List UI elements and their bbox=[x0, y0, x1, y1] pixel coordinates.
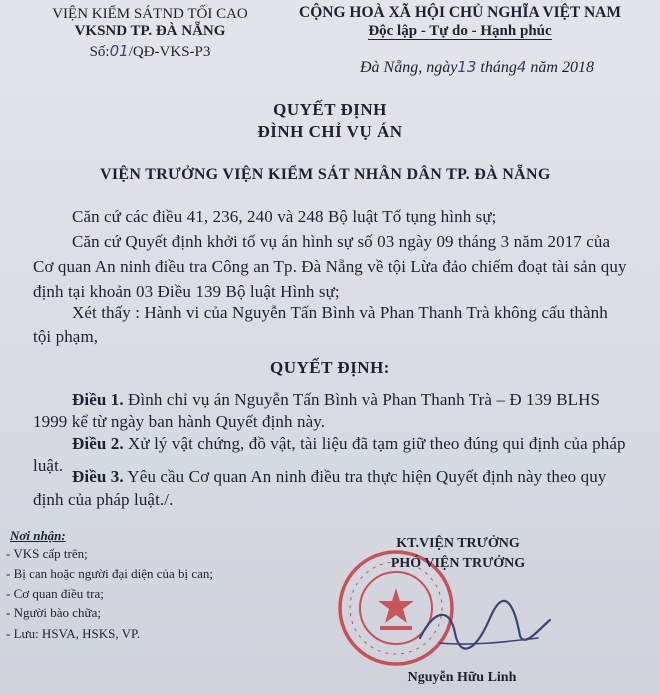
signature-line-1: KT.VIỆN TRƯỞNG bbox=[396, 536, 520, 551]
basis-line-5: Xét thấy : Hành vi của Nguyễn Tấn Bình và Phan Thanh Trà không cấu thành bbox=[72, 303, 608, 322]
title-line2: ĐÌNH CHỈ VỤ ÁN bbox=[257, 122, 403, 141]
recipient-2: - Bị can hoặc người đại diện của bị can; bbox=[6, 566, 214, 581]
article-3-text: Yêu cầu Cơ quan An ninh điều tra thực hiện Quyết định này theo quy bbox=[123, 467, 607, 486]
basis-line-4: định tại khoản 03 Điều 139 Bộ luật Hình sự; bbox=[33, 282, 340, 301]
article-3-label: Điều 3. bbox=[72, 467, 124, 486]
month-label: tháng bbox=[480, 59, 517, 76]
recipient-4: - Người bào chữa; bbox=[6, 605, 101, 620]
issuer: VIỆN TRƯỞNG VIỆN KIỂM SÁT NHÂN DÂN TP. ĐÀ NẴNG bbox=[100, 166, 551, 183]
month-handwritten: 4 bbox=[516, 58, 527, 76]
article-3-line-2: định của pháp luật./. bbox=[33, 490, 174, 509]
article-2-label: Điều 2. bbox=[72, 434, 124, 453]
recipient-3: - Cơ quan điều tra; bbox=[6, 586, 104, 601]
recipient-1: - VKS cấp trên; bbox=[6, 546, 88, 561]
article-1-label: Điều 1. bbox=[72, 390, 124, 409]
handwritten-signature-icon bbox=[410, 598, 560, 658]
document-number bbox=[30, 42, 270, 61]
title-line1: QUYẾT ĐỊNH bbox=[273, 100, 387, 119]
article-2-line-2: luật. bbox=[33, 456, 64, 475]
article-3-line-1 bbox=[72, 467, 606, 487]
year-text: năm 2018 bbox=[530, 59, 594, 76]
issue-date bbox=[360, 58, 594, 77]
article-1-text: Đình chỉ vụ án Nguyễn Tấn Bình và Phan Thanh Trà – Đ 139 BLHS bbox=[123, 390, 601, 409]
basis-line-2: Căn cứ Quyết định khởi tố vụ án hình sự số 03 ngày 09 tháng 3 năm 2017 của bbox=[72, 232, 611, 251]
agency-name: VIỆN KIỂM SÁTND TỐI CAO bbox=[52, 6, 248, 22]
number-prefix: Số: bbox=[89, 44, 110, 60]
number-handwritten: 01 bbox=[109, 42, 129, 60]
basis-line-1: Căn cứ các điều 41, 236, 240 và 248 Bộ luật Tố tụng hình sự; bbox=[72, 207, 497, 226]
country-name: CỘNG HOÀ XÃ HỘI CHỦ NGHĨA VIỆT NAM bbox=[299, 4, 621, 21]
basis-line-3: Cơ quan An ninh điều tra Công an Tp. Đà Nẵng về tội Lừa đảo chiếm đoạt tài sản quy bbox=[33, 257, 627, 276]
recipients-heading: Nơi nhận: bbox=[10, 528, 66, 543]
header-left bbox=[30, 6, 270, 61]
date-prefix: Đà Nẵng, ngày bbox=[360, 59, 458, 76]
article-1-line-2: 1999 kể từ ngày ban hành Quyết định này. bbox=[33, 412, 326, 431]
recipient-5: - Lưu: HSVA, HSKS, VP. bbox=[6, 626, 141, 641]
signer-name: Nguyễn Hữu Linh bbox=[407, 670, 517, 685]
header-right bbox=[280, 4, 640, 40]
decision-heading: QUYẾT ĐỊNH: bbox=[270, 358, 390, 377]
motto-text: Độc lập - Tự do - Hạnh phúc bbox=[368, 23, 552, 39]
signature-line-2: PHÓ VIỆN TRƯỞNG bbox=[390, 556, 526, 571]
number-suffix: /QĐ-VKS-P3 bbox=[128, 44, 211, 60]
article-1-line-1 bbox=[72, 390, 600, 410]
article-2-line-1 bbox=[72, 434, 626, 454]
unit-name: VKSND TP. ĐÀ NẴNG bbox=[74, 23, 226, 39]
motto bbox=[368, 23, 551, 40]
basis-line-6: tội phạm, bbox=[33, 327, 99, 346]
article-2-text: Xử lý vật chứng, đồ vật, tài liệu đã tạm giữ theo đúng qui định của pháp bbox=[123, 434, 626, 453]
day-handwritten: 13 bbox=[457, 58, 477, 76]
